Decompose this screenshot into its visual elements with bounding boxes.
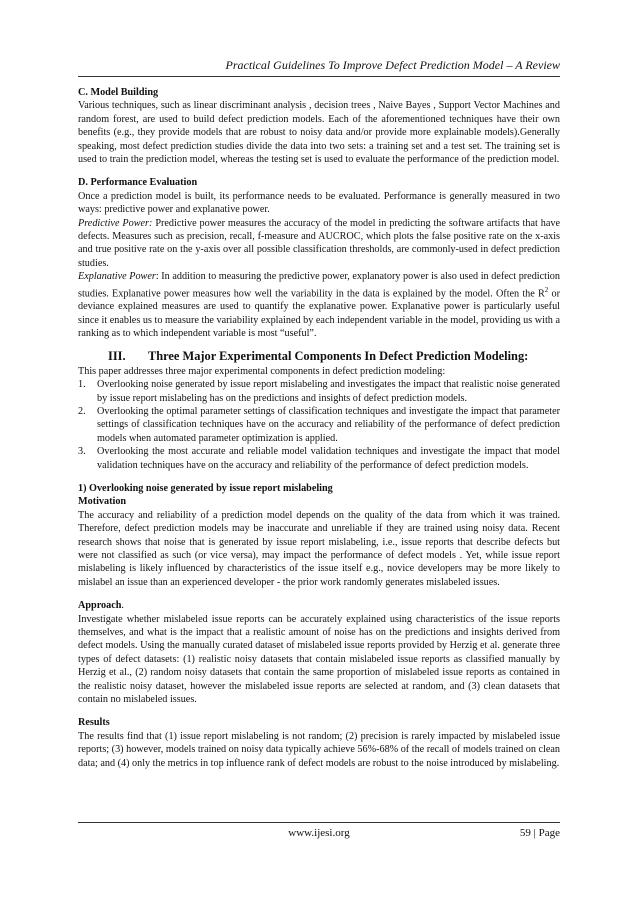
heading-noise: 1) Overlooking noise generated by issue report mislabeling — [78, 482, 333, 494]
running-header: Practical Guidelines To Improve Defect Prediction Model – A Review — [78, 58, 560, 77]
paragraph-performance-intro: Once a prediction model is built, its performance needs to be evaluated. Performance is generally measured in two ways: predictive power and explanative power. — [78, 190, 560, 216]
list-item-number: 3. — [78, 446, 86, 458]
text-predictive-power: Predictive power measures the accuracy of the model in predicting the software artifacts that have defects. Measures such as precision, recall, f-measure and AUCROC, which plots the false positive rate on the x-axis and true positive rate on the y-axis over all possible classification thresholds, are commonly-used in defect prediction studies. — [78, 217, 560, 269]
text-explanative-power-1: : In addition to measuring the predictive power, explanatory power is also used in defect prediction studies. Explanative power measures how well the variability in the data is explained by the model. Often the R — [78, 271, 560, 300]
list-item-text: Overlooking the most accurate and reliable model validation techniques and investigate the impact that model validation techniques have on the accuracy and reliability of the performance of defect prediction models. — [97, 446, 560, 471]
label-explanative-power: Explanative Power — [78, 271, 156, 283]
section-heading-3 — [78, 349, 560, 364]
heading-approach: Approach. — [78, 600, 124, 612]
text-explanative-power-2: or deviance explained measures are used to quantify the explanative power. Explanative power is particularly useful since it enables us to measure the variability explained by each independent variable in the model, providing us with a ranking as to which independent variable is most “useful”. — [78, 288, 560, 340]
list-item-text: Overlooking the optimal parameter settings of classification techniques and investigate the impact that parameter settings of classification techniques have on the accuracy and reliability of the performance of defect prediction models when automated parameter optimization is applied. — [97, 405, 560, 444]
paragraph-model-building: Various techniques, such as linear discriminant analysis , decision trees , Naive Bayes , Support Vector Machines and random forest, are used to build defect prediction models. Each of the aforementioned techniques have their own benefits (e.g., they provide models that are robust to noisy data and/or provide more explainable models).Generally speaking, most defect prediction studies divide the data into two sets: a training set and a test set. The training set is used to train the prediction model, whereas the testing set is used to evaluate the performance of the prediction model. — [78, 100, 560, 166]
paragraph-explanative-power — [78, 270, 560, 340]
superscript-two: 2 — [544, 285, 549, 294]
list-item — [78, 405, 560, 445]
footer-page-number: 59 | Page — [519, 827, 560, 839]
page-body — [78, 86, 560, 770]
heading-model-building: C. Model Building — [78, 87, 159, 98]
paragraph-results: The results find that (1) issue report mislabeling is not random; (2) precision is rarely impacted by mislabeled issue reports; (3) however, models trained on noisy data typically achieve 56%-68% of the recall of models trained on clean data; and (4) only the metrics in top influence rank of defect models are robust to the noise introduced by mislabeling. — [78, 730, 560, 769]
components-list — [78, 378, 560, 472]
page-footer — [78, 822, 560, 839]
list-item — [78, 378, 560, 405]
footer-site: www.ijesi.org — [288, 827, 350, 839]
paragraph-motivation: The accuracy and reliability of a prediction model depends on the quality of the data from which it was trained. Therefore, defect prediction models may be inaccurate and unreliable if they are trained using noisy data. Recent research shows that noise that is generated by issue report mislabeling, i.e., issue reports that describe defects but were not classified as such (or vice versa), may impact the performance of defect models . Yet, while issue report mislabeling is likely influenced by characteristics of the issue itself e.g., novice developers may be more likely to mislabel an issue than an experienced developer - the prior work randomly generates mislabeled issues. — [78, 509, 560, 588]
list-item-text: Overlooking noise generated by issue report mislabeling and investigates the impact that realistic noise generated by issue report mislabeling has on the predictions and insights of defect prediction models. — [97, 379, 560, 404]
section-number: III. — [108, 348, 126, 363]
label-predictive-power: Predictive Power: — [78, 217, 153, 229]
list-item — [78, 445, 560, 472]
heading-performance-evaluation: D. Performance Evaluation — [78, 177, 198, 189]
paragraph-predictive-power — [78, 217, 560, 271]
list-item-number: 2. — [78, 405, 86, 417]
section-title: Three Major Experimental Components In Defect Prediction Modeling: — [148, 348, 529, 363]
heading-results: Results — [78, 717, 110, 729]
paragraph-approach: Investigate whether mislabeled issue reports can be accurately explained using characteristics of the issue reports themselves, and what is the impact that a realistic amount of noise has on the predictions and insights derived from defect models. Using the manually curated dataset of mislabeled issue reports provided by Herzig et al. generate three types of defect datasets: (1) realistic noisy datasets that contain mislabeled issue reports as classified manually by Herzig et al., (2) random noisy datasets that contain the same proportion of mislabeled issue reports as contained in the realistic noisy dataset, however the mislabeled issue reports are selected at random, and (3) clean datasets that contain no mislabeled issues. — [78, 613, 560, 706]
list-item-number: 1. — [78, 379, 86, 391]
heading-motivation: Motivation — [78, 496, 127, 508]
paragraph-section3-intro: This paper addresses three major experimental components in defect prediction modeling: — [78, 365, 446, 377]
